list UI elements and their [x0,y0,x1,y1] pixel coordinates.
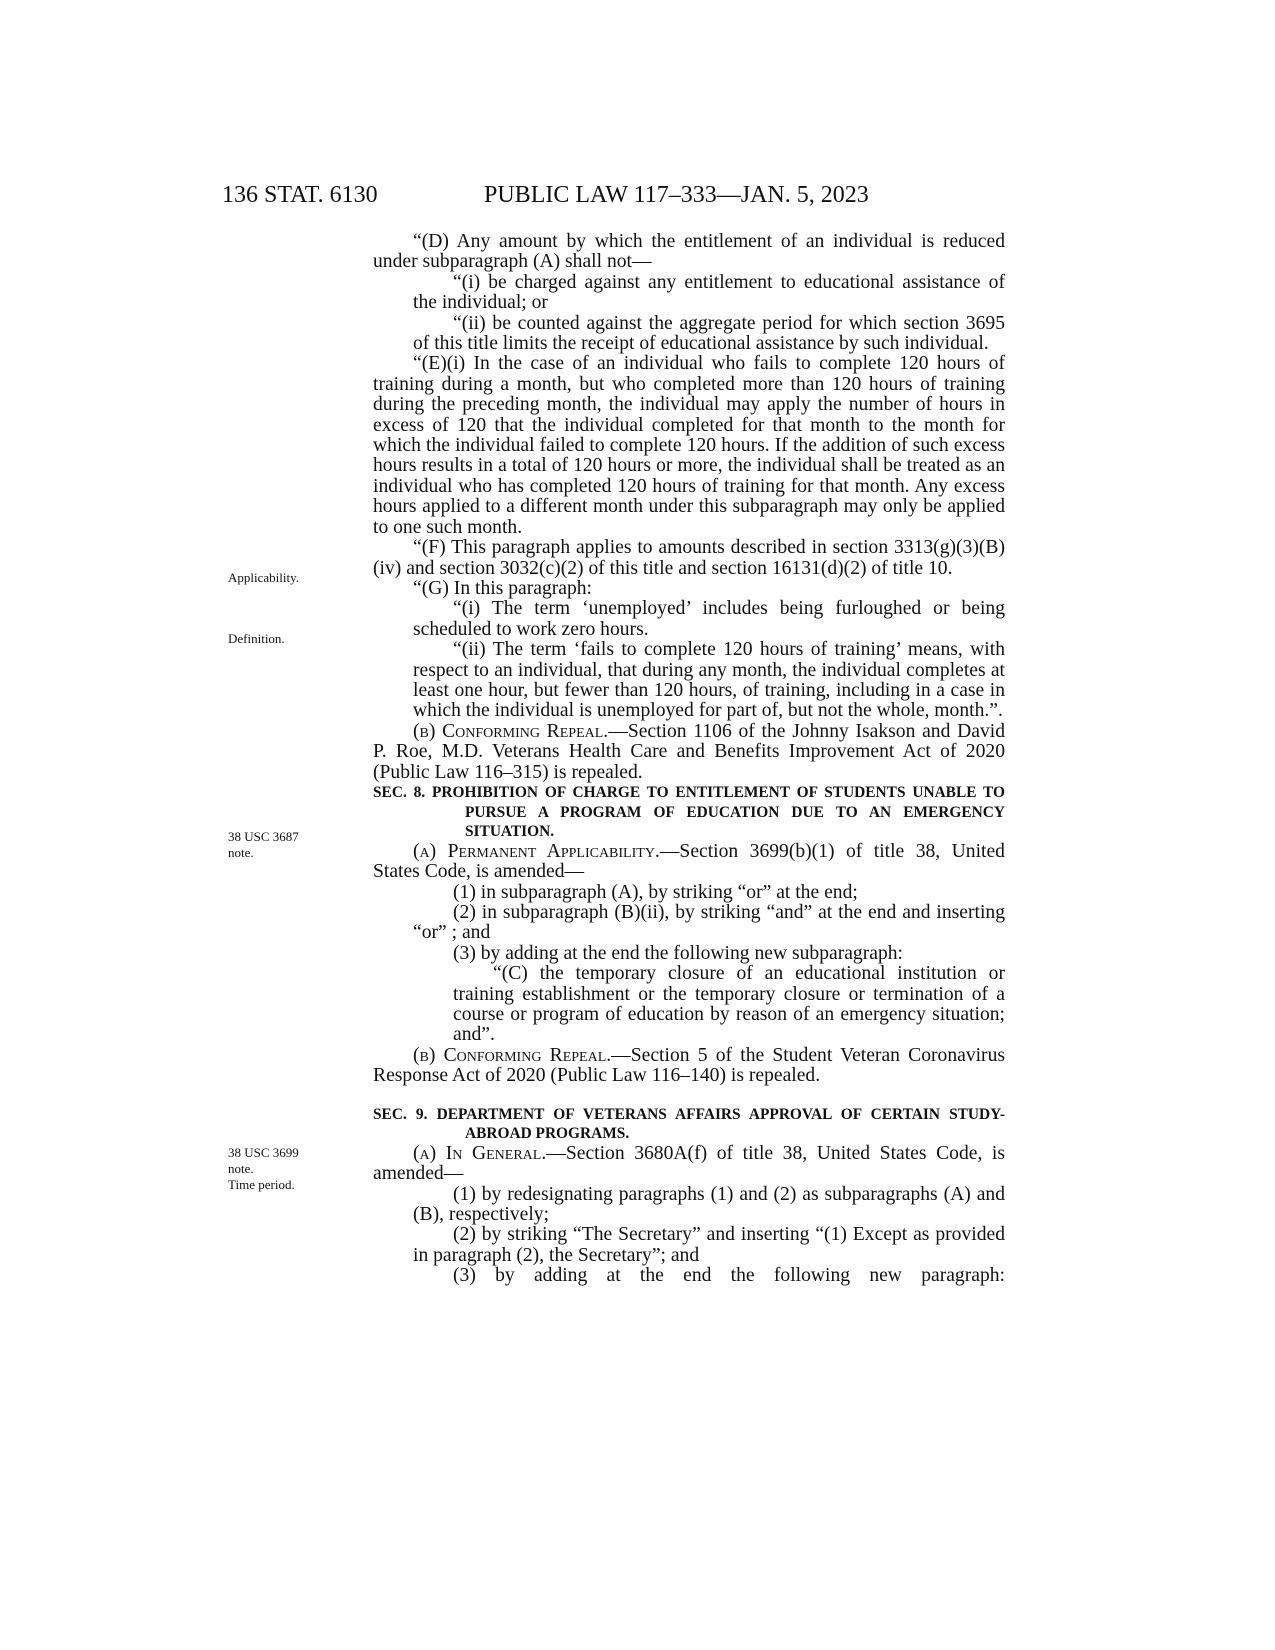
subsection-heading: (b) Conforming Repeal. [413,1044,612,1066]
section-8-heading: SEC. 8. PROHIBITION OF CHARGE TO ENTITLEMENT OF STUDENTS UNABLE TO PURSUE A PROGRAM OF EDUCATION DUE TO AN EMERGENCY SITUATION. [373,783,1005,841]
clause-g-ii: “(ii) The term ‘fails to complete 120 hours of training’ means, with respect to an individual, that during any month, the individual completes at least one hour, but fewer than 120 hours, of training, including in a case in which the individual is unemployed for part of, but not the whole, month.”. [413,639,1005,722]
subsection-a9-in-general [373,1144,1005,1185]
margin-note-line: 38 USC 3699 [228,1145,299,1160]
margin-note-definition: Definition. [228,631,285,646]
clause-d-i: “(i) be charged against any entitlement to educational assistance of the individual; or [413,271,1005,314]
subsection-a-permanent-applicability [373,842,1005,883]
subsection-text: —Section 3699(b)(1) of title 38, United States Code, is amended— [373,840,1005,883]
subsection-heading: (b) Conforming Repeal. [413,720,609,742]
paragraph-e: “(E)(i) In the case of an individual who fails to complete 120 hours of training during a month, but who completed more than 120 hours of training during the preceding month, the individual may apply the number of hours in excess of 120 that the individual completed for that month to the month for which the individual failed to complete 120 hours. If the addition of such excess hours results in a total of 120 hours or more, the individual shall be treated as an individual who has completed 120 hours of training for that month. Any excess hours applied to a different month under this subparagraph may only be applied to one such month. [373,353,1005,538]
subsection-b8-conforming-repeal [373,1046,1005,1087]
margin-note-usc-3699 [228,1145,348,1193]
document-body [373,232,1005,1287]
margin-note-line: Time period. [228,1177,295,1192]
paragraph-g: “(G) In this paragraph: [413,577,592,599]
subsection-text: —Section 1106 of the Johnny Isakson and David P. Roe, M.D. Veterans Health Care and Benefits Improvement Act of 2020 (Public Law 116–315) is repealed. [373,720,1005,783]
subsection-text: —Section 5 of the Student Veteran Coronavirus Response Act of 2020 (Public Law 116–140) is repealed. [373,1044,1006,1087]
paragraph-a8-1: (1) in subparagraph (A), by striking “or” at the end; [453,881,858,903]
paragraph-a9-2: (2) by striking “The Secretary” and inserting “(1) Except as provided in paragraph (2), the Secretary”; and [413,1224,1005,1266]
paragraph-a8-3: (3) by adding at the end the following new subparagraph: [453,942,903,964]
margin-note-line: 38 USC 3687 [228,829,299,844]
subparagraph-a8-c: “(C) the temporary closure of an educational institution or training establishment or the temporary closure or termination of a course or program of education by reason of an emergency situation; and”. [453,963,1005,1046]
margin-note-line: note. [228,1161,254,1176]
paragraph-a8-2: (2) in subparagraph (B)(ii), by striking “and” at the end and inserting “or” ; and [413,901,1005,944]
clause-d-ii: “(ii) be counted against the aggregate period for which section 3695 of this title limits the receipt of educational assistance by such individual. [413,312,1005,355]
subsection-text: —Section 3680A(f) of title 38, United States Code, is amended— [373,1142,1005,1185]
subsection-heading: (a) Permanent Applicability. [413,840,660,862]
section-9-heading: SEC. 9. DEPARTMENT OF VETERANS AFFAIRS APPROVAL OF CERTAIN STUDY-ABROAD PROGRAMS. [373,1105,1005,1143]
subsection-heading: (a) In General. [413,1142,547,1164]
clause-g-i: “(i) The term ‘unemployed’ includes being furloughed or being scheduled to work zero hours. [413,598,1005,640]
margin-note-line: note. [228,845,254,860]
subsection-b-conforming-repeal [373,722,1005,783]
margin-note-usc-3687 [228,829,348,861]
stat-page-number: 136 STAT. 6130 [222,182,378,208]
running-title: PUBLIC LAW 117–333—JAN. 5, 2023 [484,182,869,208]
paragraph-a9-1: (1) by redesignating paragraphs (1) and (2) as subparagraphs (A) and (B), respectively; [413,1183,1005,1226]
page-header [0,182,1275,218]
paragraph-a9-3: (3) by adding at the end the following new paragraph: [453,1265,1005,1287]
margin-note-applicability: Applicability. [228,570,300,585]
paragraph-f: “(F) This paragraph applies to amounts described in section 3313(g)(3)(B)(iv) and section 3032(c)(2) of this title and section 16131(d)(2) of title 10. [373,537,1005,579]
paragraph-d: “(D) Any amount by which the entitlement of an individual is reduced under subparagraph (A) shall not— [373,231,1005,273]
